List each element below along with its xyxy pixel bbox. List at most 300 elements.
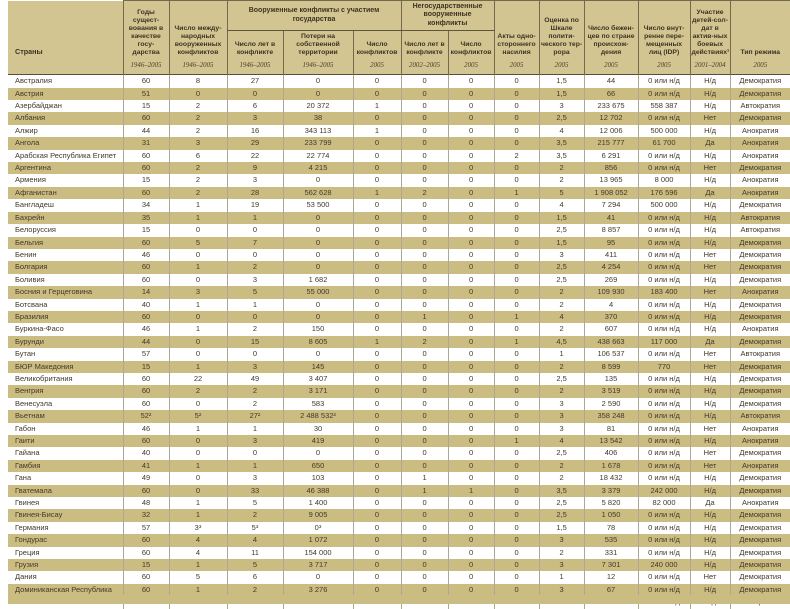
cell-intl_conflicts: 0 xyxy=(169,348,227,360)
cell-terror_scale: 2 xyxy=(539,361,584,373)
cell-years_state: 49 xyxy=(123,472,169,484)
cell-one_sided_acts: 0 xyxy=(494,112,539,124)
header-group-row xyxy=(8,1,790,31)
cell-regime: Демократия xyxy=(730,472,790,484)
table-header xyxy=(8,1,790,75)
cell-country: Ботсвана xyxy=(8,299,123,311)
table-row xyxy=(8,497,790,509)
cell-idp: 0 или н/д xyxy=(638,398,690,410)
cell-idp: 0 или н/д xyxy=(638,373,690,385)
cell-nonstate_conflicts: 0 xyxy=(448,435,494,447)
cell-refugees: 66 xyxy=(584,88,638,100)
cell-nonstate_conflicts: 0 xyxy=(448,249,494,261)
cell-child_soldiers: Н/д xyxy=(690,274,730,286)
cell-nonstate_years: 0 xyxy=(401,410,448,422)
cell-losses: 0 xyxy=(283,237,353,249)
cell-one_sided_acts: 0 xyxy=(494,137,539,149)
cell-idp: 0 или н/д xyxy=(638,423,690,435)
cell-terror_scale: 3 xyxy=(539,584,584,596)
cell-losses: 0 xyxy=(283,571,353,583)
table-row xyxy=(8,261,790,273)
cell-years_state: 60 xyxy=(123,571,169,583)
col-header-intl-conflicts: Число между-народных вооруженных конфликтов xyxy=(169,1,227,60)
cell-refugees: 44 xyxy=(584,75,638,88)
table-row xyxy=(8,534,790,546)
cell-conflicts_2005: 0 xyxy=(353,584,401,596)
cell-idp: 0 или н/д xyxy=(638,348,690,360)
col-header-one-sided-acts: Акты одно-стороннего насилия xyxy=(494,1,539,60)
cell-one_sided_acts: 0 xyxy=(494,447,539,459)
cell-conflict_years: 0 xyxy=(227,88,283,100)
table-body xyxy=(8,75,790,609)
cell-conflict_years: 2 xyxy=(227,398,283,410)
cell-nonstate_years: 1 xyxy=(401,485,448,497)
cell-nonstate_conflicts: 0 xyxy=(448,385,494,397)
cell-nonstate_conflicts: 0 xyxy=(448,137,494,149)
cell-losses: 4 215 xyxy=(283,162,353,174)
cell-losses: 562 628 xyxy=(283,187,353,199)
cell-one_sided_acts: 0 xyxy=(494,88,539,100)
cell-nonstate_conflicts: 0 xyxy=(448,125,494,137)
cell-one_sided_acts: 0 xyxy=(494,485,539,497)
col-header-nonstate-conflicts: Число конфликтов xyxy=(448,31,494,60)
cell-country: Белоруссия xyxy=(8,224,123,236)
cell-years_state: 60 xyxy=(123,385,169,397)
cell-nonstate_years: 0 xyxy=(401,299,448,311)
cell-losses: 46 388 xyxy=(283,485,353,497)
cell-regime: Демократия xyxy=(730,547,790,559)
table-row xyxy=(8,212,790,224)
cell-terror_scale: 1,5 xyxy=(539,212,584,224)
period-terror-scale: 2005 xyxy=(539,59,584,75)
cell-losses: 0 xyxy=(283,224,353,236)
cell-one_sided_acts: 0 xyxy=(494,75,539,88)
cell-nonstate_years: 0 xyxy=(401,261,448,273)
cell-one_sided_acts: 0 xyxy=(494,571,539,583)
group-header-state-conflicts: Вооруженные конфликты с участием государства xyxy=(227,1,401,31)
cell-country: Гайана xyxy=(8,447,123,459)
col-header-terror-scale: Оценка по Шкале полити-ческого тер-рора xyxy=(539,1,584,60)
cell-refugees: 106 537 xyxy=(584,348,638,360)
cell-regime: Демократия xyxy=(730,571,790,583)
cell-idp: 0 или н/д xyxy=(638,237,690,249)
cell-one_sided_acts: 0 xyxy=(494,497,539,509)
cell-years_state: 60 xyxy=(123,187,169,199)
table-row xyxy=(8,286,790,298)
cell-country: Бутан xyxy=(8,348,123,360)
cell-nonstate_conflicts: 0 xyxy=(448,88,494,100)
cell-country: Бенин xyxy=(8,249,123,261)
cell-refugees: 215 777 xyxy=(584,137,638,149)
col-header-nonstate-years: Число лет в конфликте xyxy=(401,31,448,60)
cell-nonstate_conflicts: 0 xyxy=(448,224,494,236)
cell-losses: 150 xyxy=(283,323,353,335)
cell-one_sided_acts: 1 xyxy=(494,187,539,199)
cell-intl_conflicts: 2 xyxy=(169,187,227,199)
cell-intl_conflicts: 1 xyxy=(169,559,227,571)
cell-intl_conflicts: 0 xyxy=(169,224,227,236)
cell-idp: 0 или н/д xyxy=(638,472,690,484)
cell-years_state: 60 xyxy=(123,584,169,596)
cell-conflicts_2005: 0 xyxy=(353,472,401,484)
table-row xyxy=(8,509,790,521)
cell-conflict_years: 0 xyxy=(227,311,283,323)
cell-refugees: 95 xyxy=(584,237,638,249)
cell-conflicts_2005: 0 xyxy=(353,485,401,497)
period-nonstate-conflicts: 2005 xyxy=(448,59,494,75)
cell-child_soldiers: Н/д xyxy=(690,485,730,497)
cell-terror_scale: 3 xyxy=(539,559,584,571)
cell-child_soldiers: Н/д xyxy=(690,584,730,596)
cell-refugees: 7 301 xyxy=(584,559,638,571)
cell-terror_scale: 2 xyxy=(539,547,584,559)
cell-idp: 0 или н/д xyxy=(638,509,690,521)
cell-intl_conflicts: 2 xyxy=(169,162,227,174)
cell-regime: Анократия xyxy=(730,174,790,186)
period-intl-conflicts: 1946–2005 xyxy=(169,59,227,75)
cell-refugees: 12 xyxy=(584,571,638,583)
cell-terror_scale: 3,5 xyxy=(539,150,584,162)
cell-conflicts_2005: 0 xyxy=(353,286,401,298)
table-row xyxy=(8,373,790,385)
table-row xyxy=(8,361,790,373)
cell-nonstate_years: 0 xyxy=(401,112,448,124)
cell-conflict_years: 0 xyxy=(227,249,283,261)
cell-nonstate_years: 0 xyxy=(401,224,448,236)
cell-nonstate_conflicts: 0 xyxy=(448,423,494,435)
cell-intl_conflicts: 0 xyxy=(169,435,227,447)
cell-conflict_years: 1 xyxy=(227,212,283,224)
cell-years_state: 60 xyxy=(123,311,169,323)
cell-nonstate_conflicts: 0 xyxy=(448,534,494,546)
cell-nonstate_years: 0 xyxy=(401,162,448,174)
cell-losses: 583 xyxy=(283,398,353,410)
cell-nonstate_years: 0 xyxy=(401,534,448,546)
cell-refugees: 6 291 xyxy=(584,150,638,162)
cell-nonstate_conflicts: 0 xyxy=(448,348,494,360)
cell-terror_scale: 2 xyxy=(539,323,584,335)
cell-losses: 8 605 xyxy=(283,336,353,348)
cell-idp: 0 или н/д xyxy=(638,212,690,224)
cell-nonstate_conflicts: 0 xyxy=(448,274,494,286)
cell-regime: Демократия xyxy=(730,373,790,385)
cell-country: Доминиканская Республика xyxy=(8,584,123,596)
cell-refugees: 81 xyxy=(584,423,638,435)
cell-terror_scale: 2 xyxy=(539,286,584,298)
cell-country: Гвинея xyxy=(8,497,123,509)
cell-regime: Демократия xyxy=(730,311,790,323)
cell-losses: 0 xyxy=(283,174,353,186)
cell-losses: 419 xyxy=(283,435,353,447)
cell-years_state: 60 xyxy=(123,112,169,124)
cell-terror_scale: 2,5 xyxy=(539,509,584,521)
cell-one_sided_acts: 0 xyxy=(494,323,539,335)
cell-losses: 3 717 xyxy=(283,559,353,571)
cell-years_state: 60 xyxy=(123,162,169,174)
cell-idp: 0 или н/д xyxy=(638,311,690,323)
cell-intl_conflicts: 8 xyxy=(169,75,227,88)
table-row xyxy=(8,410,790,422)
cell-country: Албания xyxy=(8,112,123,124)
cell-regime: Автократия xyxy=(730,100,790,112)
cell-conflicts_2005: 0 xyxy=(353,373,401,385)
cell-conflicts_2005: 0 xyxy=(353,571,401,583)
col-header-conflicts-2005: Число конфликтов xyxy=(353,31,401,60)
cell-conflicts_2005: 0 xyxy=(353,212,401,224)
cell-nonstate_years: 0 xyxy=(401,75,448,88)
cell-nonstate_years: 0 xyxy=(401,125,448,137)
cell-conflict_years: 3 xyxy=(227,472,283,484)
table-row xyxy=(8,485,790,497)
cell-idp: 0 или н/д xyxy=(638,571,690,583)
table-row xyxy=(8,398,790,410)
cell-child_soldiers: Нет xyxy=(690,286,730,298)
table-row xyxy=(8,311,790,323)
cell-country: Гаити xyxy=(8,435,123,447)
cell-years_state: 57 xyxy=(123,522,169,534)
cell-regime: Анократия xyxy=(730,497,790,509)
cell-one_sided_acts: 0 xyxy=(494,472,539,484)
table-row xyxy=(8,522,790,534)
cell-nonstate_years: 0 xyxy=(401,497,448,509)
cell-one_sided_acts: 0 xyxy=(494,385,539,397)
cell-one_sided_acts: 0 xyxy=(494,373,539,385)
cell-nonstate_years: 0 xyxy=(401,373,448,385)
cell-country: Австрия xyxy=(8,88,123,100)
cell-intl_conflicts: 5² xyxy=(169,410,227,422)
cell-idp: 0 или н/д xyxy=(638,410,690,422)
cell-regime: Автократия xyxy=(730,410,790,422)
cell-conflicts_2005: 0 xyxy=(353,410,401,422)
cell-refugees: 3 519 xyxy=(584,385,638,397)
cell-losses: 3 276 xyxy=(283,584,353,596)
group-header-nonstate-conflicts: Негосударственные вооруженные конфликты xyxy=(401,1,494,31)
cell-one_sided_acts: 0 xyxy=(494,299,539,311)
cell-terror_scale: 3,5 xyxy=(539,485,584,497)
cell-nonstate_years: 0 xyxy=(401,323,448,335)
cell-country: Ангола xyxy=(8,137,123,149)
cell-nonstate_years: 0 xyxy=(401,212,448,224)
cell-one_sided_acts: 0 xyxy=(494,249,539,261)
cell-nonstate_conflicts: 0 xyxy=(448,460,494,472)
cell-country: Болгария xyxy=(8,261,123,273)
cell-child_soldiers: Н/д xyxy=(690,75,730,88)
cell-nonstate_conflicts: 0 xyxy=(448,472,494,484)
cell-years_state: 60 xyxy=(123,274,169,286)
cell-intl_conflicts: 2 xyxy=(169,174,227,186)
cell-refugees: 135 xyxy=(584,373,638,385)
cell-years_state: 15 xyxy=(123,174,169,186)
cell-idp: 0 или н/д xyxy=(638,522,690,534)
cell-terror_scale: 3 xyxy=(539,534,584,546)
cell-child_soldiers: Н/д xyxy=(690,88,730,100)
cell-conflict_years: 3 xyxy=(227,112,283,124)
cell-one_sided_acts: 0 xyxy=(494,125,539,137)
cell-regime: Демократия xyxy=(730,274,790,286)
cell-nonstate_conflicts: 0 xyxy=(448,150,494,162)
cell-conflicts_2005: 0 xyxy=(353,509,401,521)
period-conflict-years: 1946–2005 xyxy=(227,59,283,75)
cell-one_sided_acts: 0 xyxy=(494,286,539,298)
cell-terror_scale: 1,5 xyxy=(539,75,584,88)
cell-intl_conflicts: 5 xyxy=(169,237,227,249)
cell-country: Гвинея-Бисау xyxy=(8,509,123,521)
cell-conflicts_2005: 0 xyxy=(353,534,401,546)
cell-conflicts_2005: 1 xyxy=(353,336,401,348)
cell-nonstate_conflicts: 0 xyxy=(448,398,494,410)
cell-years_state: 60 xyxy=(123,75,169,88)
cell-regime: Демократия xyxy=(730,261,790,273)
table-row xyxy=(8,88,790,100)
cell-years_state: 46 xyxy=(123,323,169,335)
cell-terror_scale: 5 xyxy=(539,187,584,199)
cell-years_state: 60 xyxy=(123,373,169,385)
cell-country: Венесуэла xyxy=(8,398,123,410)
cell-idp: 0 или н/д xyxy=(638,112,690,124)
header-period-row xyxy=(8,59,790,75)
cell-losses: 145 xyxy=(283,361,353,373)
cell-nonstate_years: 0 xyxy=(401,88,448,100)
cell-intl_conflicts: 2 xyxy=(169,125,227,137)
cell-nonstate_conflicts: 0 xyxy=(448,187,494,199)
period-nonstate-years: 2002–2005 xyxy=(401,59,448,75)
table-row xyxy=(8,423,790,435)
cell-losses: 0 xyxy=(283,299,353,311)
cell-nonstate_conflicts: 0 xyxy=(448,497,494,509)
period-conflicts-2005: 2005 xyxy=(353,59,401,75)
col-header-country: Страны xyxy=(8,1,123,60)
cell-conflict_years: 11 xyxy=(227,547,283,559)
cell-refugees: 406 xyxy=(584,447,638,459)
table-row xyxy=(8,472,790,484)
cell-years_state: 48 xyxy=(123,497,169,509)
table-row xyxy=(8,460,790,472)
cell-conflicts_2005: 0 xyxy=(353,323,401,335)
cell-nonstate_conflicts: 0 xyxy=(448,373,494,385)
cell-intl_conflicts: 2 xyxy=(169,100,227,112)
cell-child_soldiers: Нет xyxy=(690,423,730,435)
cell-losses: 1 682 xyxy=(283,274,353,286)
cell-one_sided_acts: 0 xyxy=(494,237,539,249)
cell-terror_scale: 2,5 xyxy=(539,224,584,236)
cell-idp: 0 или н/д xyxy=(638,162,690,174)
col-header-refugees: Число бежен-цев по стране происхож-дения xyxy=(584,1,638,60)
table-row xyxy=(8,187,790,199)
cell-conflicts_2005: 0 xyxy=(353,199,401,211)
cell-conflict_years: 1 xyxy=(227,299,283,311)
period-losses: 1946–2005 xyxy=(283,59,353,75)
cell-terror_scale: 3 xyxy=(539,249,584,261)
cell-conflicts_2005: 0 xyxy=(353,361,401,373)
cell-country: Бурунди xyxy=(8,336,123,348)
cell-regime: Анократия xyxy=(730,286,790,298)
cell-intl_conflicts: 5 xyxy=(169,571,227,583)
cell-child_soldiers: Н/д xyxy=(690,522,730,534)
table-row xyxy=(8,199,790,211)
cell-conflicts_2005: 0 xyxy=(353,311,401,323)
cell-regime: Демократия xyxy=(730,249,790,261)
cell-terror_scale: 4 xyxy=(539,311,584,323)
cell-nonstate_conflicts: 0 xyxy=(448,237,494,249)
cell-child_soldiers: Н/д xyxy=(690,125,730,137)
cell-conflict_years: 6 xyxy=(227,571,283,583)
cell-years_state: 15 xyxy=(123,224,169,236)
cell-conflicts_2005: 0 xyxy=(353,299,401,311)
cell-conflict_years: 49 xyxy=(227,373,283,385)
cell-conflict_years: 5³ xyxy=(227,522,283,534)
cell-refugees: 8 857 xyxy=(584,224,638,236)
cell-nonstate_conflicts: 0 xyxy=(448,162,494,174)
cell-conflict_years: 19 xyxy=(227,199,283,211)
cell-conflict_years: 16 xyxy=(227,125,283,137)
cell-refugees: 1 908 052 xyxy=(584,187,638,199)
cell-child_soldiers: Н/д xyxy=(690,534,730,546)
cell-intl_conflicts: 0 xyxy=(169,274,227,286)
cell-country: Великобритания xyxy=(8,373,123,385)
cell-child_soldiers: Нет xyxy=(690,261,730,273)
cell-losses: 22 774 xyxy=(283,150,353,162)
cell-child_soldiers: Да xyxy=(690,497,730,509)
table-row xyxy=(8,435,790,447)
cell-nonstate_years: 1 xyxy=(401,472,448,484)
cell-terror_scale: 2,5 xyxy=(539,497,584,509)
cell-refugees: 856 xyxy=(584,162,638,174)
cell-nonstate_conflicts: 0 xyxy=(448,559,494,571)
cell-child_soldiers: Н/д xyxy=(690,547,730,559)
cell-country: Греция xyxy=(8,547,123,559)
col-header-losses: Потери на собственной территории xyxy=(283,31,353,60)
cell-one_sided_acts: 2 xyxy=(494,150,539,162)
cell-regime: Демократия xyxy=(730,237,790,249)
cell-losses: 0³ xyxy=(283,522,353,534)
table-row xyxy=(8,224,790,236)
cell-nonstate_conflicts: 0 xyxy=(448,323,494,335)
cell-losses: 103 xyxy=(283,472,353,484)
cell-nonstate_years: 0 xyxy=(401,348,448,360)
cell-years_state: 15 xyxy=(123,361,169,373)
cell-terror_scale: 3 xyxy=(539,398,584,410)
cell-country: Буркина-Фасо xyxy=(8,323,123,335)
cell-one_sided_acts: 1 xyxy=(494,336,539,348)
cell-idp: 0 или н/д xyxy=(638,385,690,397)
cell-idp: 500 000 xyxy=(638,125,690,137)
cell-country: Афганистан xyxy=(8,187,123,199)
cell-refugees: 3 379 xyxy=(584,485,638,497)
cell-intl_conflicts: 0 xyxy=(169,398,227,410)
cell-conflict_years: 27 xyxy=(227,75,283,88)
cell-refugees: 18 432 xyxy=(584,472,638,484)
cell-regime: Демократия xyxy=(730,75,790,88)
cell-child_soldiers: Н/д xyxy=(690,385,730,397)
cell-child_soldiers: Нет xyxy=(690,162,730,174)
period-country xyxy=(8,59,123,75)
cell-terror_scale: 3 xyxy=(539,410,584,422)
cell-child_soldiers: Н/д xyxy=(690,373,730,385)
cell-refugees: 438 663 xyxy=(584,336,638,348)
cell-nonstate_conflicts: 0 xyxy=(448,361,494,373)
cell-refugees: 370 xyxy=(584,311,638,323)
cell-losses: 0 xyxy=(283,348,353,360)
cell-nonstate_conflicts: 0 xyxy=(448,112,494,124)
cell-one_sided_acts: 0 xyxy=(494,522,539,534)
cell-losses: 20 372 xyxy=(283,100,353,112)
table-row xyxy=(8,150,790,162)
cell-years_state: 14 xyxy=(123,286,169,298)
cell-years_state: 46 xyxy=(123,249,169,261)
cell-country: Гватемала xyxy=(8,485,123,497)
cell-years_state: 60 xyxy=(123,534,169,546)
cell-intl_conflicts: 0 xyxy=(169,447,227,459)
